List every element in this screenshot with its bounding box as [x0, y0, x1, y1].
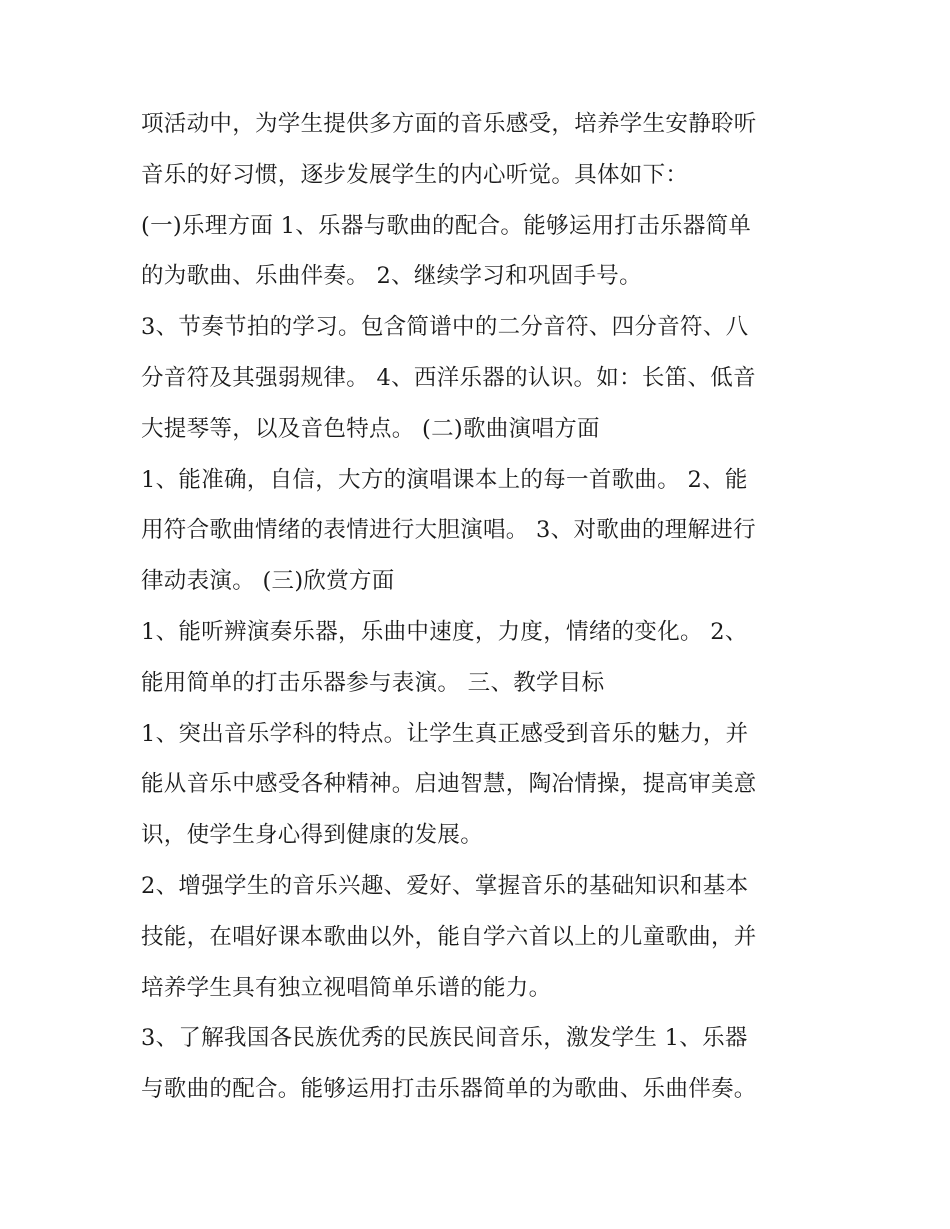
- text-line: 1、能准确，自信，大方的演唱课本上的每一首歌曲。 2、能: [141, 466, 748, 493]
- text-line: 2、增强学生的音乐兴趣、爱好、掌握音乐的基础知识和基本: [141, 872, 749, 899]
- text-line: 分音符及其强弱规律。 4、西洋乐器的认识。如：长笛、低音: [141, 364, 756, 391]
- text-line: 与歌曲的配合。能够运用打击乐器简单的为歌曲、乐曲伴奏。: [141, 1076, 757, 1103]
- text-line: 1、能听辨演奏乐器，乐曲中速度，力度，情绪的变化。 2、: [141, 618, 748, 645]
- text-line: 技能，在唱好课本歌曲以外，能自学六首以上的儿童歌曲，并: [141, 923, 757, 950]
- text-line: 大提琴等，以及音色特点。 (二)歌曲演唱方面: [141, 415, 600, 442]
- text-line: (一)乐理方面 1、乐器与歌曲的配合。能够运用打击乐器简单: [141, 212, 752, 239]
- document-body: [141, 105, 821, 1121]
- text-line: 能用简单的打击乐器参与表演。 三、教学目标: [141, 669, 605, 696]
- text-line: 1、突出音乐学科的特点。让学生真正感受到音乐的魅力，并: [141, 720, 749, 747]
- text-line: 3、节奏节拍的学习。包含简谱中的二分音符、四分音符、八: [141, 314, 749, 341]
- text-line: 项活动中，为学生提供多方面的音乐感受，培养学生安静聆听: [141, 111, 757, 137]
- text-line: 能从音乐中感受各种精神。启迪智慧，陶冶情操，提高审美意: [141, 771, 757, 798]
- text-line: 3、了解我国各民族优秀的民族民间音乐，激发学生 1、乐器: [141, 1025, 748, 1052]
- text-line: 培养学生具有独立视唱简单乐谱的能力。: [141, 974, 552, 1001]
- text-line: 音乐的好习惯，逐步发展学生的内心听觉。具体如下：: [141, 161, 689, 188]
- text-line: 识，使学生身心得到健康的发展。: [141, 822, 484, 849]
- text-line: 的为歌曲、乐曲伴奏。 2、继续学习和巩固手号。: [141, 263, 642, 290]
- text-line: 用符合歌曲情绪的表情进行大胆演唱。 3、对歌曲的理解进行: [141, 517, 756, 544]
- text-line: 律动表演。 (三)欣赏方面: [141, 568, 395, 595]
